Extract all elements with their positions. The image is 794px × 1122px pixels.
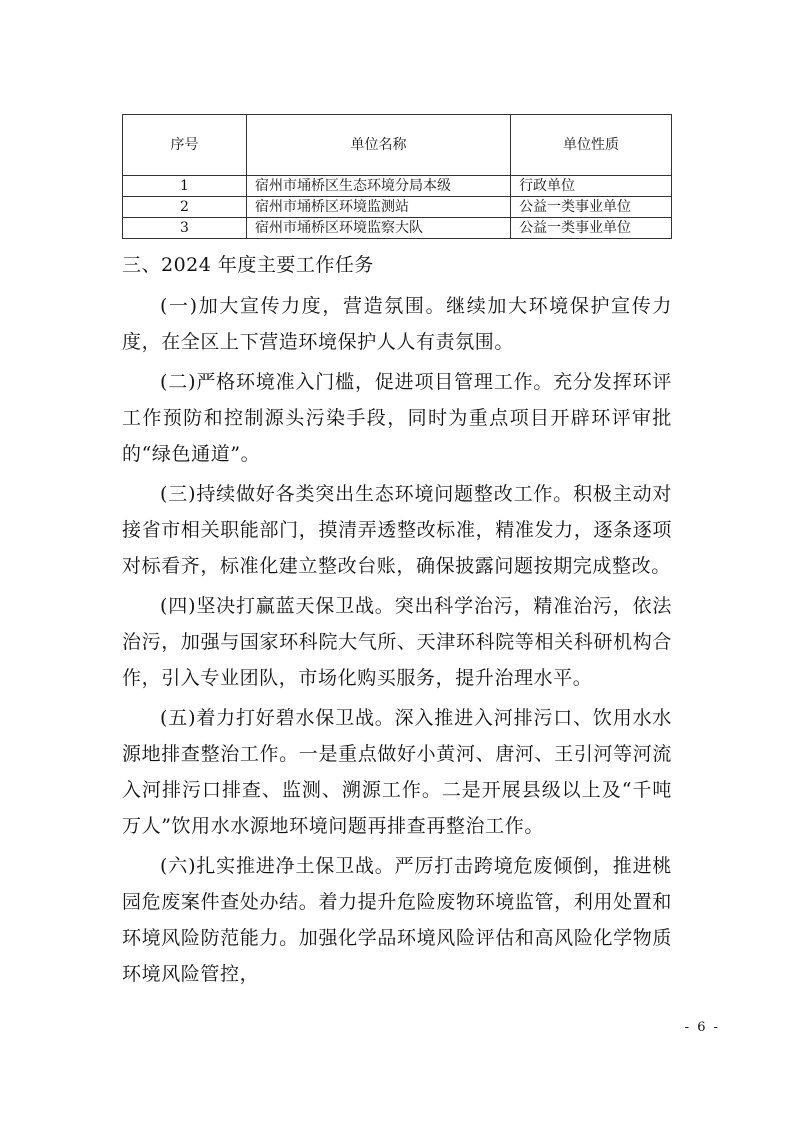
cell-unit-name: 宿州市埇桥区环境监测站 <box>246 197 510 218</box>
table-row <box>123 197 672 218</box>
table-row <box>123 176 672 197</box>
unit-table <box>122 114 672 239</box>
section-heading: 三、2024 年度主要工作任务 <box>122 254 374 276</box>
cell-unit-type: 公益一类事业单位 <box>511 218 672 239</box>
cell-serial-number: 1 <box>123 176 247 197</box>
header-unit-type: 单位性质 <box>511 115 672 176</box>
cell-unit-type: 行政单位 <box>511 176 672 197</box>
table-header-row <box>123 115 672 176</box>
paragraph-clear-water: (五)着力打好碧水保卫战。深入推进入河排污口、饮用水水源地排查整治工作。一是重点做好小黄河、唐河、王引河等河流入河排污口排查、监测、溯源工作。二是开展县级以上及“千吨万人”饮用水水源地环境问题再排查再整治工作。 <box>122 707 672 837</box>
header-unit-name: 单位名称 <box>246 115 510 176</box>
cell-serial-number: 2 <box>123 197 247 218</box>
paragraph-environmental-access: (二)严格环境准入门槛，促进项目管理工作。充分发挥环评工作预防和控制源头污染手段，同时为重点项目开辟环评审批的“绿色通道”。 <box>122 371 672 465</box>
cell-serial-number: 3 <box>123 218 247 239</box>
cell-unit-name: 宿州市埇桥区环境监察大队 <box>246 218 510 239</box>
table-row <box>123 218 672 239</box>
paragraph-rectification: (三)持续做好各类突出生态环境问题整改工作。积极主动对接省市相关职能部门，摸清弄透整改标准，精准发力，逐条逐项对标看齐，标准化建立整改台账，确保披露问题按期完成整改。 <box>122 483 672 577</box>
page-number: - 6 - <box>684 1020 720 1035</box>
header-serial-number: 序号 <box>123 115 247 176</box>
cell-unit-type: 公益一类事业单位 <box>511 197 672 218</box>
paragraph-clean-soil: (六)扎实推进净土保卫战。严厉打击跨境危废倾倒，推进桃园危废案件查处办结。着力提升危险废物环境监管，利用处置和环境风险防范能力。加强化学品环境风险评估和高风险化学物质环境风险管控， <box>122 855 672 985</box>
body-text <box>122 288 672 996</box>
paragraph-publicity: (一)加大宣传力度，营造氛围。继续加大环境保护宣传力度，在全区上下营造环境保护人人有责氛围。 <box>122 295 672 353</box>
paragraph-blue-sky: (四)坚决打赢蓝天保卫战。突出科学治污，精准治污，依法治污，加强与国家环科院大气所、天津环科院等相关科研机构合作，引入专业团队，市场化购买服务，提升治理水平。 <box>122 595 672 689</box>
cell-unit-name: 宿州市埇桥区生态环境分局本级 <box>246 176 510 197</box>
